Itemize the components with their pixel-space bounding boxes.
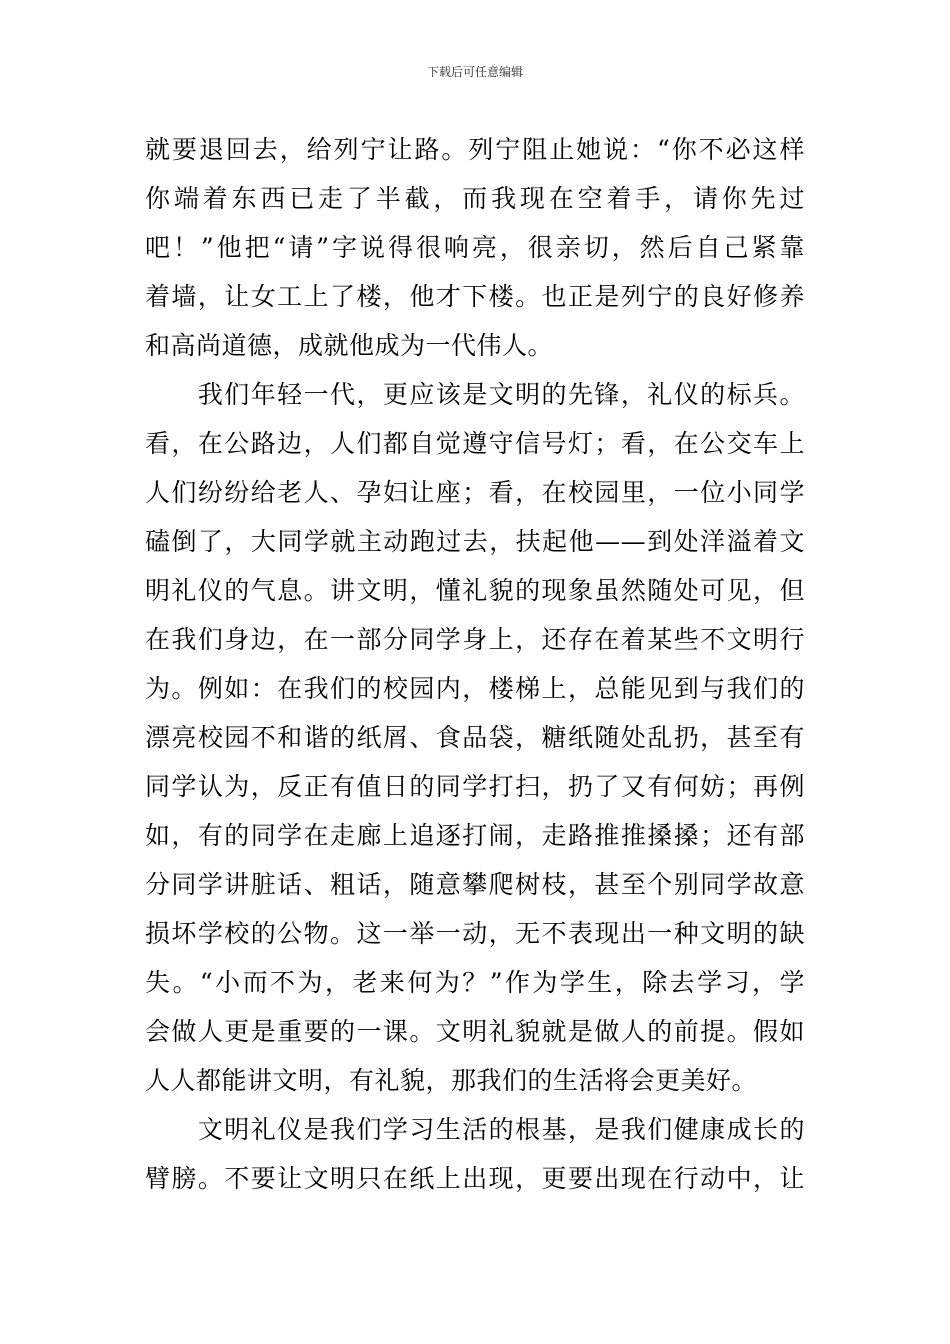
text-line: 看，在公路边，人们都自觉遵守信号灯；看，在公交车上	[145, 429, 805, 458]
text-line: 分同学讲脏话、粗话，随意攀爬树枝，甚至个别同学故意	[145, 870, 805, 899]
text-line: 会做人更是重要的一课。文明礼貌就是做人的前提。假如	[145, 1017, 805, 1046]
text-line: 明礼仪的气息。讲文明，懂礼貌的现象虽然随处可见，但	[145, 576, 805, 605]
text-line: 和高尚道德，成就他成为一代伟人。	[145, 331, 554, 360]
text-line: 我们年轻一代，更应该是文明的先锋，礼仪的标兵。	[145, 380, 805, 409]
text-line: 着墙，让女工上了楼，他才下楼。也正是列宁的良好修养	[145, 282, 805, 311]
text-line: 磕倒了，大同学就主动跑过去，扶起他——到处洋溢着文	[145, 527, 805, 556]
text-line: 人人都能讲文明，有礼貌，那我们的生活将会更美好。	[145, 1066, 758, 1095]
text-line: 同学认为，反正有值日的同学打扫，扔了又有何妨；再例	[145, 772, 805, 801]
text-line: 你端着东西已走了半截，而我现在空着手，请你先过	[145, 184, 805, 213]
text-line: 吧！”他把“请”字说得很响亮，很亲切，然后自己紧靠	[145, 233, 805, 262]
document-body	[145, 125, 805, 1203]
text-line: 漂亮校园不和谐的纸屑、食品袋，糖纸随处乱扔，甚至有	[145, 723, 805, 752]
page-header: 下载后可任意编辑	[426, 65, 523, 79]
text-line: 就要退回去，给列宁让路。列宁阻止她说：“你不必这样	[145, 135, 805, 164]
text-line: 损坏学校的公物。这一举一动，无不表现出一种文明的缺	[145, 919, 805, 948]
text-line: 在我们身边，在一部分同学身上，还存在着某些不文明行	[145, 625, 805, 654]
text-line: 人们纷纷给老人、孕妇让座；看，在校园里，一位小同学	[145, 478, 805, 507]
text-line: 失。“小而不为，老来何为？”作为学生，除去学习，学	[145, 968, 805, 997]
text-line: 文明礼仪是我们学习生活的根基，是我们健康成长的	[145, 1115, 805, 1144]
text-line: 为。例如：在我们的校园内，楼梯上，总能见到与我们的	[145, 674, 805, 703]
text-line: 如，有的同学在走廊上追逐打闹，走路推推搡搡；还有部	[145, 821, 805, 850]
text-line: 臂膀。不要让文明只在纸上出现，更要出现在行动中，让	[145, 1164, 805, 1193]
